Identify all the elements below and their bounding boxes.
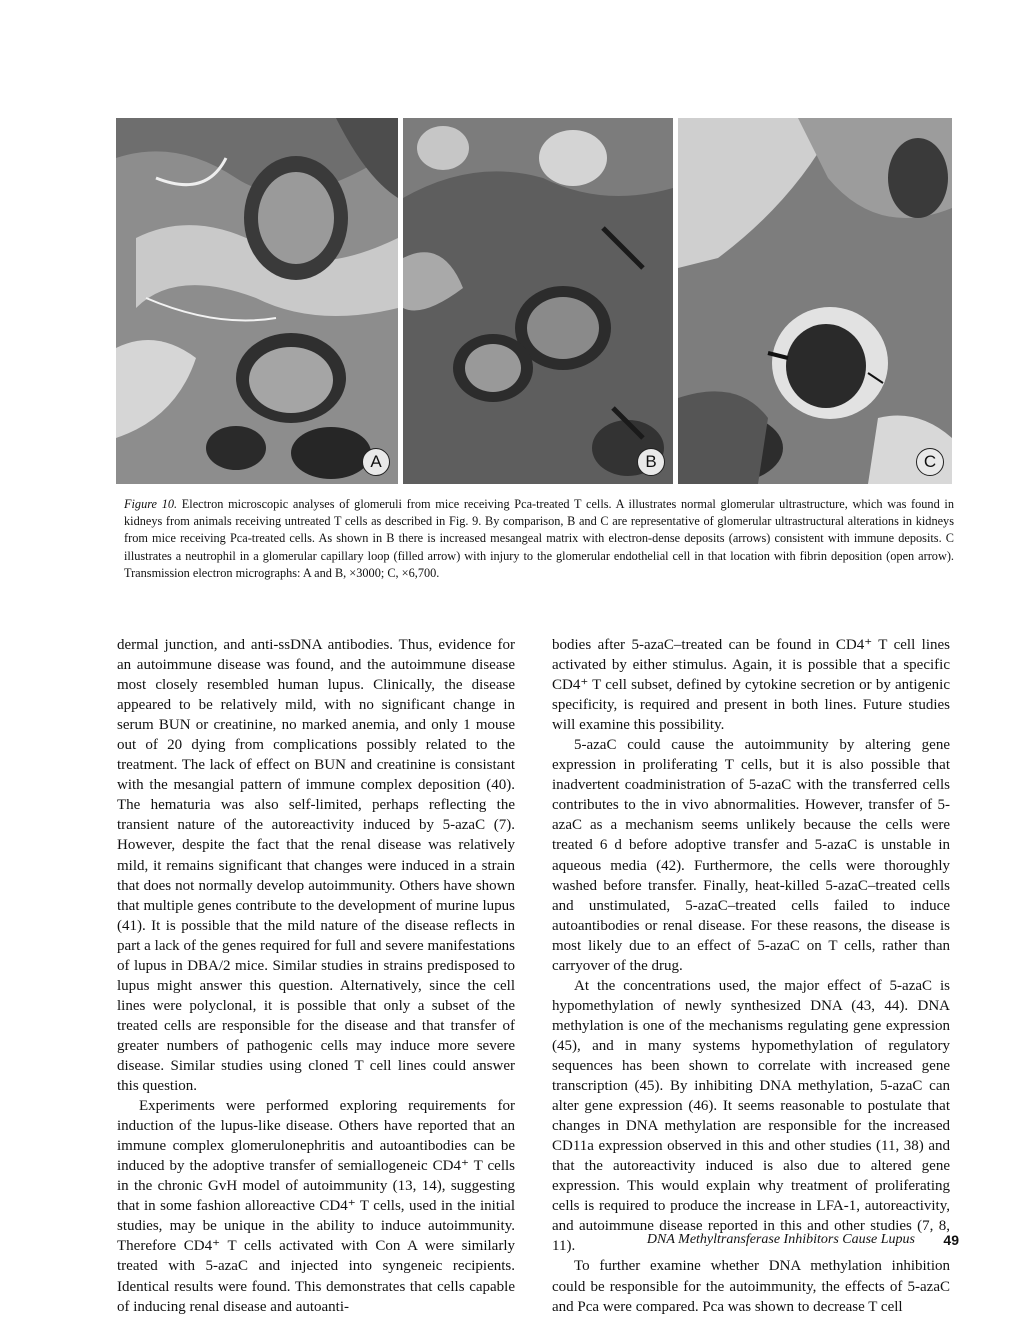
panel-letter-c: C — [916, 448, 944, 476]
right-column — [552, 635, 950, 1317]
micrograph-panel-a — [116, 118, 398, 484]
panel-letter-a: A — [362, 448, 390, 476]
micrograph-b-image — [403, 118, 673, 484]
body-paragraph: 5-azaC could cause the autoimmunity by altering gene expression in proliferating T cells, but it is also possible that inadvertent coadministration of 5-azaC with the transferred cells contributes to the in vivo abnormalities. However, transfer of 5-azaC as a mechanism seems unlikely because the cells were treated 6 d before adoptive transfer and 5-azaC is unstable in aqueous media (42). Furthermore, the cells were thoroughly washed before transfer. Finally, heat-killed 5-azaC–treated cells and unstimulated, 5-azaC–treated cells failed to induce autoantibodies or renal disease. For these reasons, the disease is most likely due to an effect of 5-azaC on T cells, rather than carryover of the drug. — [552, 737, 950, 974]
figure-caption-text: Electron microscopic analyses of glomeruli from mice receiving Pca-treated T cells. A illustrates normal glomerular ultrastructure, which was found in kidneys from animals receiving untreated T cells as described in Fig. 9. By comparison, B and C are representative of glomerular ultrastructural alterations in kidneys from mice receiving Pca-treated cells. As shown in B there is increased mesangeal matrix with electron-dense deposits (arrows) consistent with immune deposits. C illustrates a neutrophil in a glomerular capillary loop (filled arrow) with injury to the glomerular endothelial cell in that location with fibrin deposition (open arrow). Transmission electron micrographs: A and B, ×3000; C, ×6,700. — [124, 497, 954, 580]
figure-label: Figure 10. — [124, 497, 178, 511]
panel-letter-b: B — [637, 448, 665, 476]
page-footer — [0, 1232, 1020, 1256]
micrograph-c-image — [678, 118, 952, 484]
micrograph-panel-b — [403, 118, 673, 484]
running-head: DNA Methyltransferase Inhibitors Cause Lupus — [646, 1232, 915, 1247]
micrograph-panel-c — [678, 118, 952, 484]
figure-caption — [124, 496, 954, 582]
left-column — [117, 635, 515, 1317]
body-paragraph: Experiments were performed exploring requirements for induction of the lupus-like disease. Others have reported that an immune complex glomerulonephritis and autoantibodies can be induced by the adoptive transfer of semiallogeneic CD4⁺ T cells in the chronic GvH model of autoimmunity (13, 14), suggesting that in some fashion alloreactive CD4⁺ T cells, used in the initial studies, may be unique in the ability to induce autoimmunity. Therefore CD4⁺ T cells activated with Con A were similarly treated with 5-azaC and injected into syngeneic recipients. Identical results were found. This demonstrates that cells capable of inducing renal disease and autoanti- — [117, 1098, 515, 1315]
body-paragraph: To further examine whether DNA methylation inhibition could be responsible for the autoimmunity, the effects of 5-azaC and Pca were compared. Pca was shown to decrease T cell — [552, 1258, 950, 1315]
micrograph-a-image — [116, 118, 398, 484]
figure-10 — [116, 118, 952, 484]
body-paragraph: bodies after 5-azaC–treated can be found in CD4⁺ T cell lines activated by either stimulus. Again, it is possible that a specific CD4⁺ T cell subset, defined by cytokine secretion or by antigenic specificity, is required and present in both lines. Future studies will examine this possibility. — [552, 637, 950, 734]
page-number: 49 — [943, 1232, 959, 1248]
body-paragraph: At the concentrations used, the major effect of 5-azaC is hypomethylation of newly synthesized DNA (43, 44). DNA methylation is one of the mechanisms regulating gene expression (45), and in many systems hypomethylation of regulatory sequences has been shown to correlate with increased gene transcription (45). By inhibiting DNA methylation, 5-azaC can alter gene expression (46). It seems reasonable to postulate that changes in DNA methylation are responsible for the increased CD11a expression observed in this and other studies (11, 38) and that the autoreactivity induced is also due to altered gene expression. This would explain why treatment of proliferating cells is required to produce the increase in LFA-1, autoreactivity, and autoimmune disease reported in this and other studies (7, 8, 11). — [552, 977, 950, 1255]
body-paragraph: dermal junction, and anti-ssDNA antibodies. Thus, evidence for an autoimmune disease was found, and the autoimmune disease most closely resembled human lupus. Clinically, the disease appeared to be relatively mild, with no significant change in serum BUN or creatinine, no marked anemia, and only 1 mouse out of 20 dying from complications possibly related to the treatment. The lack of effect on BUN and creatinine is consistant with the mesangial pattern of immune complex deposition (40). The hematuria was also self-limited, perhaps reflecting the transient nature of the autoreactivity induced by 5-azaC (7). However, despite the fact that the renal disease was relatively mild, it remains significant that changes were induced in a strain that does not normally develop autoimmunity. Others have shown that multiple genes contribute to the development of murine lupus (41). It is possible that the mild nature of the disease reflects in part a lack of the genes required for full and severe manifestations of lupus in DBA/2 mice. Similar studies in strains predisposed to lupus might answer this question. Alternatively, since the cell lines were polyclonal, it is possible that only a subset of the treated cells are responsible for the disease and that transfer of greater numbers of pathogenic cells may induce more severe disease. Similar studies using cloned T cell lines could answer this question. — [117, 637, 515, 1095]
